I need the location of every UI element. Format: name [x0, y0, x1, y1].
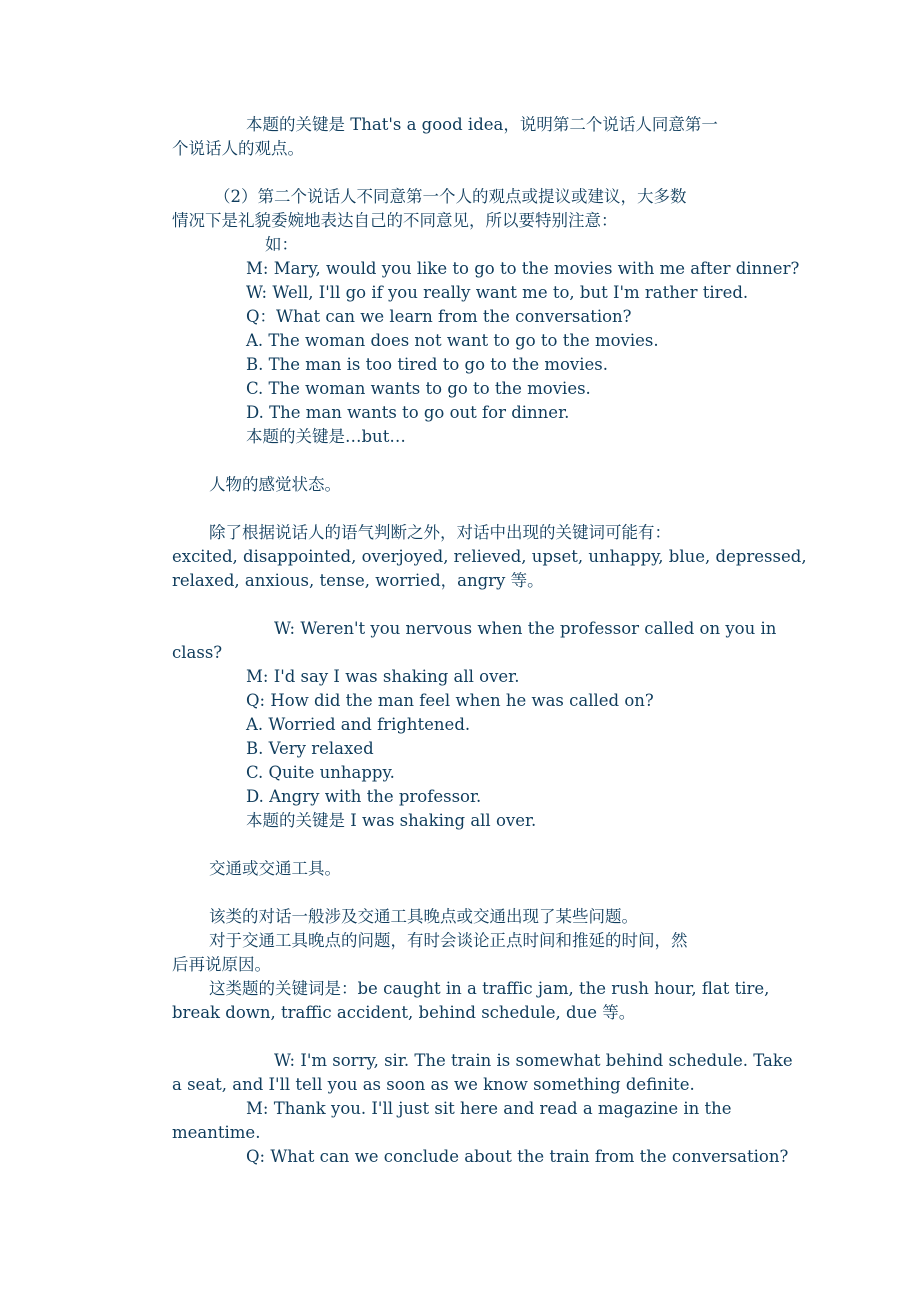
text-line: M: Thank you. I'll just sit here and read a magazine in the	[246, 1099, 732, 1118]
text-line: C. The woman wants to go to the movies.	[246, 379, 591, 398]
text-line: 本题的关键是 I was shaking all over.	[246, 811, 537, 830]
text-line: a seat, and I'll tell you as soon as we know something definite.	[172, 1075, 695, 1094]
text-line: 如：	[265, 235, 298, 254]
text-line: M: I'd say I was shaking all over.	[246, 667, 520, 686]
text-line: class?	[172, 643, 223, 662]
text-line: A. The woman does not want to go to the movies.	[246, 331, 659, 350]
text-line: 个说话人的观点。	[172, 139, 304, 158]
text-line: W: Well, I'll go if you really want me to, but I'm rather tired.	[246, 283, 749, 302]
text-line: Q：What can we learn from the conversation?	[246, 307, 632, 326]
text-line: 本题的关键是 That's a good idea，说明第二个说话人同意第一	[246, 115, 718, 134]
text-line: excited, disappointed, overjoyed, relieved, upset, unhappy, blue, depressed,	[172, 547, 807, 566]
text-line: D. The man wants to go out for dinner.	[246, 403, 570, 422]
text-line: A. Worried and frightened.	[246, 715, 471, 734]
text-line: 后再说原因。	[172, 955, 271, 974]
text-line: B. Very relaxed	[246, 739, 374, 758]
text-line: relaxed, anxious, tense, worried，angry 等。	[172, 571, 544, 590]
text-line: C. Quite unhappy.	[246, 763, 395, 782]
text-line: W: I'm sorry, sir. The train is somewhat behind schedule. Take	[274, 1051, 793, 1070]
section-heading: 交通或交通工具。	[209, 859, 341, 878]
text-line: 情况下是礼貌委婉地表达自己的不同意见，所以要特别注意：	[172, 211, 618, 230]
text-line: 这类题的关键词是：be caught in a traffic jam, the rush hour, flat tire,	[209, 979, 770, 998]
text-line: M: Mary, would you like to go to the movies with me after dinner?	[246, 259, 800, 278]
text-line: 对于交通工具晚点的问题，有时会谈论正点时间和推延的时间，然	[209, 931, 688, 950]
text-line: meantime.	[172, 1123, 261, 1142]
text-line: （2）第二个说话人不同意第一个人的观点或提议或建议，大多数	[214, 187, 687, 206]
text-line: 除了根据说话人的语气判断之外，对话中出现的关键词可能有：	[209, 523, 671, 542]
text-line: Q: How did the man feel when he was called on?	[246, 691, 654, 710]
text-line: W: Weren't you nervous when the professor called on you in	[274, 619, 777, 638]
text-line: 该类的对话一般涉及交通工具晚点或交通出现了某些问题。	[209, 907, 638, 926]
text-line: 本题的关键是…but…	[246, 427, 406, 446]
text-line: break down, traffic accident, behind schedule, due 等。	[172, 1003, 636, 1022]
text-line: D. Angry with the professor.	[246, 787, 482, 806]
text-line: Q: What can we conclude about the train from the conversation?	[246, 1147, 789, 1166]
section-heading: 人物的感觉状态。	[209, 475, 341, 494]
text-line: B. The man is too tired to go to the movies.	[246, 355, 608, 374]
